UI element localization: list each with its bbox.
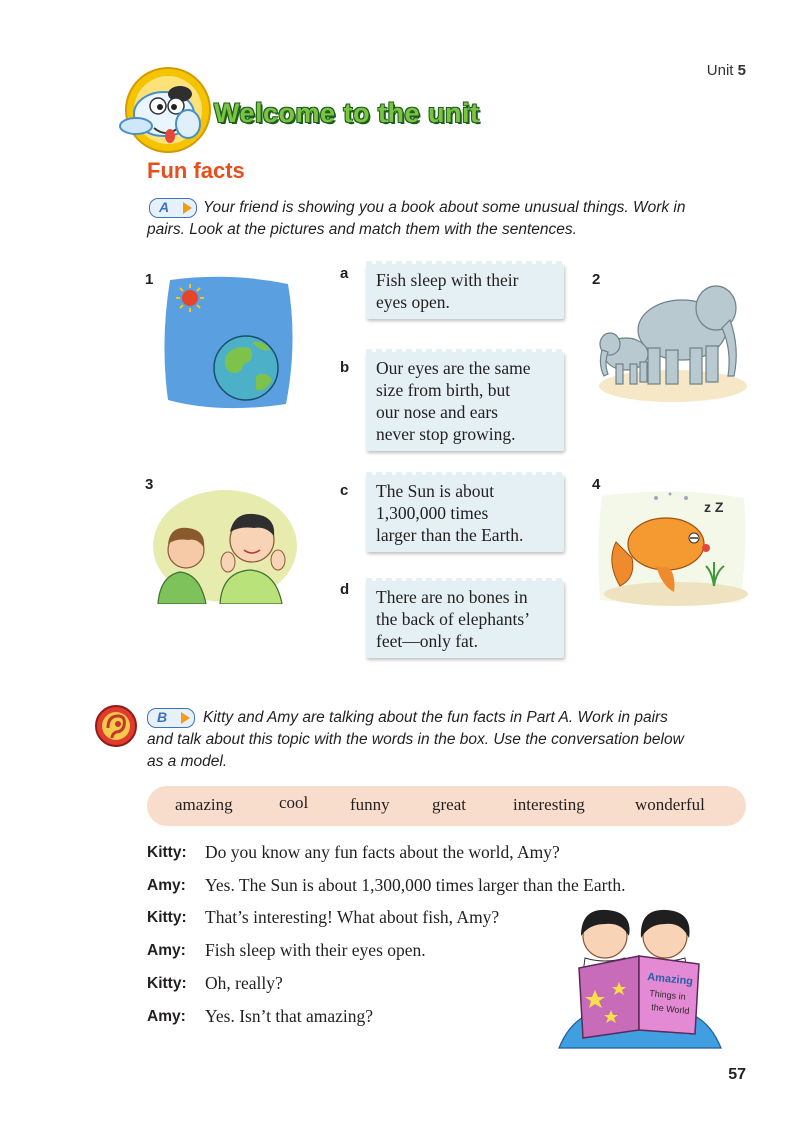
earth-icon — [214, 336, 278, 400]
sentence-letter-d: d — [340, 581, 350, 598]
note-line: Fish sleep with their — [376, 270, 519, 290]
speaking-icon — [94, 704, 138, 748]
dialogue-speaker: Kitty: — [147, 909, 187, 926]
part-a-badge — [149, 198, 197, 218]
sleeping-fish-picture — [596, 482, 750, 610]
girls-reading-picture — [555, 898, 725, 1058]
part-b-instruction-line2: and talk about this topic with the words in the box. Use the conversation below — [147, 731, 684, 748]
book-title-line3: the World — [650, 1002, 690, 1016]
part-b-badge — [147, 708, 195, 728]
sentence-letter-c: c — [340, 482, 349, 499]
word-great: great — [432, 795, 466, 814]
dog-mascot-icon — [114, 66, 212, 156]
note-line: 1,300,000 times — [376, 503, 489, 523]
note-line: eyes open. — [376, 292, 450, 312]
dialogue-line: Yes. The Sun is about 1,300,000 times larger than the Earth. — [205, 875, 626, 895]
part-a-letter: A — [159, 199, 170, 215]
note-line: feet—only fat. — [376, 631, 479, 651]
note-line: larger than the Earth. — [376, 525, 524, 545]
picture-number-3: 3 — [145, 476, 154, 493]
part-b-instruction-line3: as a model. — [147, 753, 228, 770]
book-icon — [579, 956, 699, 1038]
unit-title: Welcome to the unit — [214, 98, 480, 128]
part-a-instruction-line1: Your friend is showing you a book about some unusual things. Work in — [203, 199, 686, 216]
word-interesting: interesting — [513, 795, 585, 814]
part-b-instruction-line1: Kitty and Amy are talking about the fun facts in Part A. Work in pairs — [203, 709, 668, 726]
play-arrow-icon — [181, 712, 190, 724]
book-title-line1: Amazing — [646, 971, 694, 988]
part-b-letter: B — [157, 709, 168, 725]
dialogue-line: Do you know any fun facts about the world, Amy? — [205, 842, 560, 862]
section-title: Fun facts — [147, 158, 245, 183]
word-cool: cool — [279, 793, 309, 812]
dialogue-line: Yes. Isn’t that amazing? — [205, 1006, 374, 1026]
unit-number: 5 — [737, 62, 746, 79]
note-line: Our eyes are the same — [376, 358, 531, 378]
word-amazing: amazing — [175, 795, 233, 814]
sentence-note-a — [366, 264, 564, 319]
dialogue-line: That’s interesting! What about fish, Amy? — [205, 907, 500, 927]
sentence-note-b — [366, 352, 564, 451]
unit-label — [707, 62, 746, 79]
sun-earth-picture — [160, 272, 298, 412]
note-line: never stop growing. — [376, 424, 516, 444]
part-a-instruction-line2: pairs. Look at the pictures and match them with the sentences. — [147, 221, 577, 238]
sentence-letter-b: b — [340, 359, 350, 376]
book-title-line2: Things in — [648, 988, 687, 1002]
picture-number-2: 2 — [592, 271, 601, 288]
sentence-note-d — [366, 581, 564, 658]
note-line: the back of elephants’ — [376, 609, 531, 629]
unit-word: Unit — [706, 62, 734, 79]
play-arrow-icon — [183, 202, 192, 214]
dialogue-speaker: Kitty: — [147, 844, 187, 861]
dialogue-speaker: Amy: — [147, 877, 186, 894]
note-line: There are no bones in — [376, 587, 528, 607]
sentence-note-c — [366, 475, 564, 552]
dialogue-line: Oh, really? — [205, 973, 283, 993]
sentence-letter-a: a — [340, 265, 349, 282]
sleep-z-text: z Z — [704, 499, 724, 515]
dialogue-line: Fish sleep with their eyes open. — [205, 940, 426, 960]
dialogue-speaker: Kitty: — [147, 975, 187, 992]
note-line: The Sun is about — [376, 481, 495, 501]
note-line: size from birth, but — [376, 380, 511, 400]
boys-picture — [150, 486, 300, 604]
note-line: our nose and ears — [376, 402, 498, 422]
dialogue-speaker: Amy: — [147, 1008, 186, 1025]
word-funny: funny — [350, 795, 390, 814]
elephants-picture — [598, 268, 748, 406]
page-number: 57 — [728, 1066, 746, 1083]
dialogue-speaker: Amy: — [147, 942, 186, 959]
word-wonderful: wonderful — [635, 795, 705, 814]
picture-number-4: 4 — [592, 476, 601, 493]
picture-number-1: 1 — [145, 271, 154, 288]
